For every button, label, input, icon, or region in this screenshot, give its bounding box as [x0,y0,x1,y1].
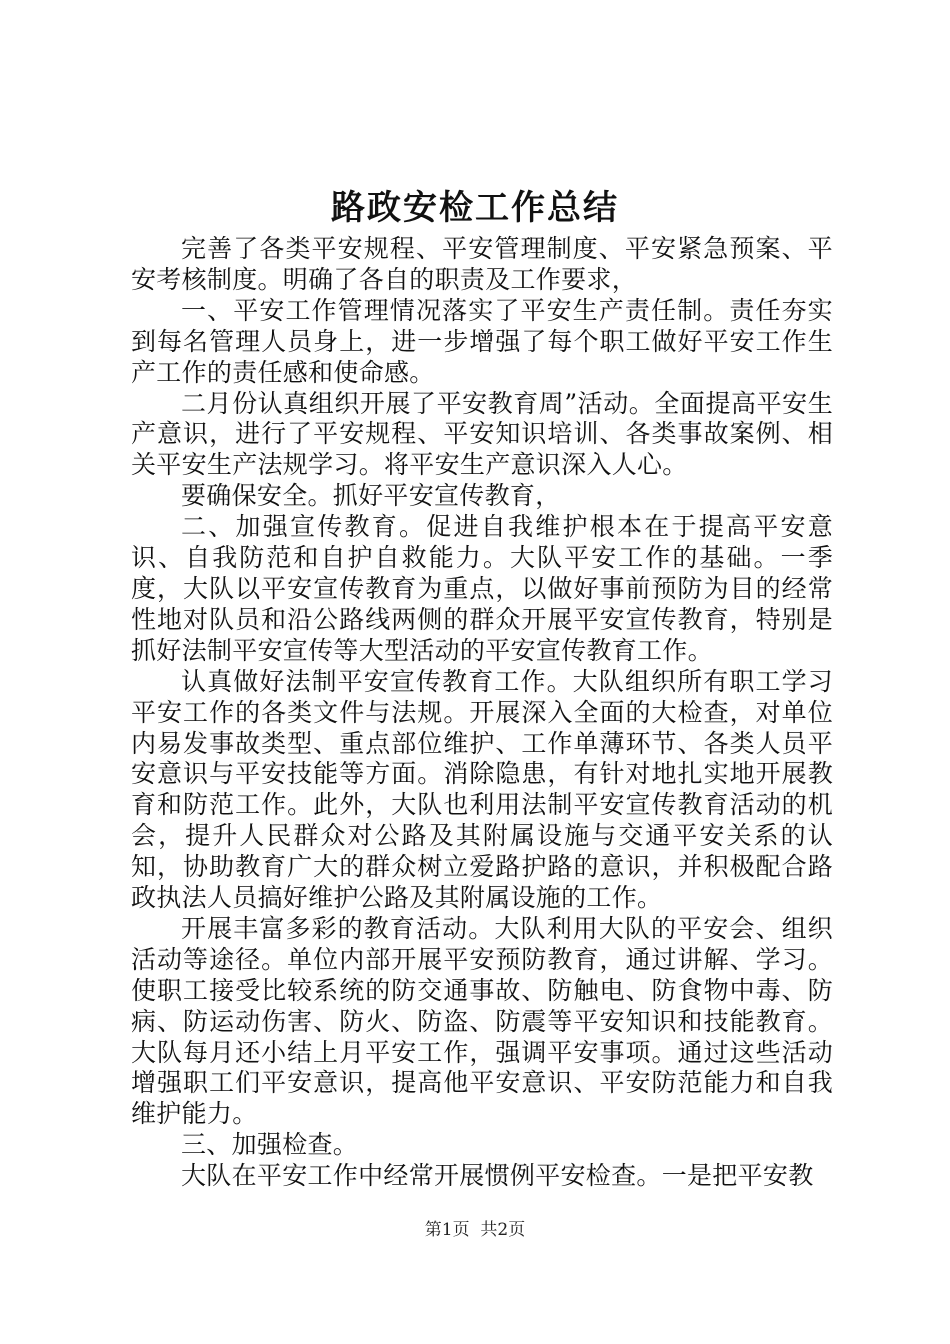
paragraph-9: 大队在平安工作中经常开展惯例平安检查。一是把平安教 [181,1161,814,1191]
paragraph-1: 完善了各类平安规程、平安管理制度、平安紧急预案、平安考核制度。明确了各自的职责及工作要求， [131,234,833,294]
document-body [131,234,833,1192]
paragraph-6: 认真做好法制平安宣传教育工作。大队组织所有职工学习平安工作的各类文件与法规。开展深入全面的大检查，对单位内易发事故类型、重点部位维护、工作单薄环节、各类人员平安意识与平安技能等方面。消除隐患，有针对地扎实地开展教育和防范工作。此外，大队也利用法制平安宣传教育活动的机会，提升人民群众对公路及其附属设施与交通平安关系的认知，协助教育广大的群众树立爱路护路的意识，并积极配合路政执法人员搞好维护公路及其附属设施的工作。 [131,666,833,913]
page-footer [0,1218,950,1242]
paragraph-8: 三、加强检查。 [181,1130,359,1160]
page-total: 共2页 [480,1220,526,1240]
paragraph-2: 一、平安工作管理情况落实了平安生产责任制。责任夯实到每名管理人员身上，进一步增强了每个职工做好平安工作生产工作的责任感和使命感。 [131,295,833,387]
paragraph-7: 开展丰富多彩的教育活动。大队利用大队的平安会、组织活动等途径。单位内部开展平安预防教育，通过讲解、学习。使职工接受比较系统的防交通事故、防触电、防食物中毒、防病、防运动伤害、防火、防盗、防震等平安知识和技能教育。大队每月还小结上月平安工作，强调平安事项。通过这些活动增强职工们平安意识，提高他平安意识、平安防范能力和自我维护能力。 [131,913,833,1129]
paragraph-5: 二、加强宣传教育。促进自我维护根本在于提高平安意识、自我防范和自护自救能力。大队平安工作的基础。一季度，大队以平安宣传教育为重点，以做好事前预防为目的经常性地对队员和沿公路线两侧的群众开展平安宣传教育，特别是抓好法制平安宣传等大型活动的平安宣传教育工作。 [131,512,833,665]
paragraph-3: 二月份认真组织开展了平安教育周”活动。全面提高平安生产意识，进行了平安规程、平安知识培训、各类事故案例、相关平安生产法规学习。将平安生产意识深入人心。 [131,388,833,480]
document-title: 路政安检工作总结 [331,188,619,228]
page-number: 第1页 [424,1220,470,1240]
footer-spacer [470,1220,481,1240]
paragraph-4: 要确保安全。抓好平安宣传教育， [181,481,561,511]
